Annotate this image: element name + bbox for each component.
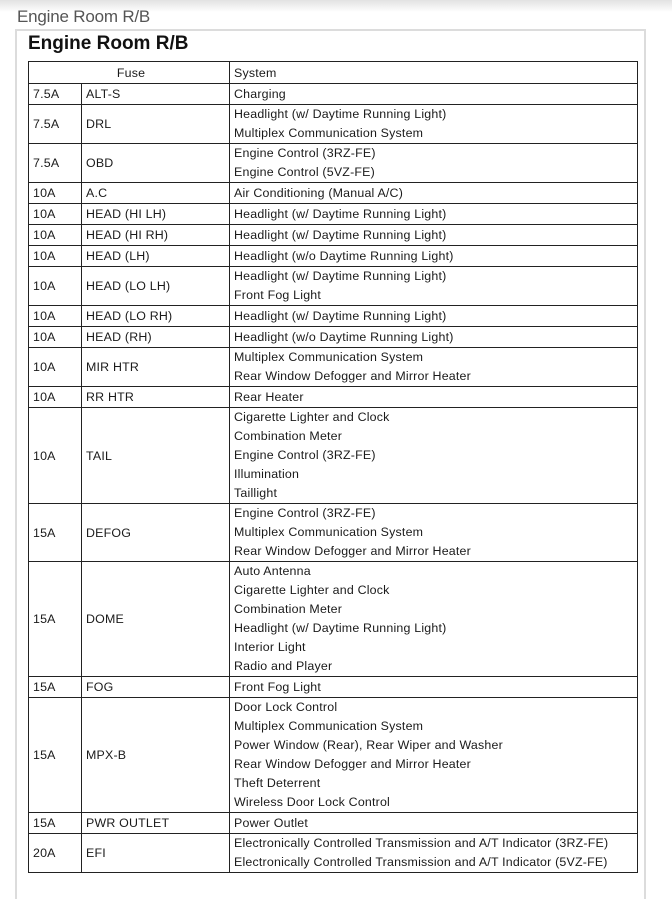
system-item: Front Fog Light	[234, 680, 322, 694]
system-item: Combination Meter	[234, 602, 343, 616]
system-item: Headlight (w/o Daytime Running Light)	[234, 249, 454, 263]
system-item: Cigarette Lighter and Clock	[234, 583, 390, 597]
system-item: Electronically Controlled Transmission and A/T Indicator (5VZ-FE)	[234, 855, 608, 869]
fuse-amperage: 10A	[29, 225, 82, 246]
system-item: Headlight (w/ Daytime Running Light)	[234, 228, 447, 242]
table-row	[29, 105, 638, 144]
fuse-name: PWR OUTLET	[82, 813, 230, 834]
system-item: Headlight (w/ Daytime Running Light)	[234, 207, 447, 221]
fuse-name: A.C	[82, 183, 230, 204]
fuse-systems	[230, 348, 638, 387]
table-row	[29, 267, 638, 306]
fuse-systems	[230, 698, 638, 813]
fuse-name: DEFOG	[82, 504, 230, 562]
fuse-name: EFI	[82, 834, 230, 873]
fuse-systems	[230, 677, 638, 698]
fuse-name: RR HTR	[82, 387, 230, 408]
system-item: Illumination	[234, 467, 300, 481]
fuse-systems	[230, 408, 638, 504]
document-title: Engine Room R/B	[28, 33, 189, 54]
fuse-systems	[230, 183, 638, 204]
fuse-amperage: 20A	[29, 834, 82, 873]
system-item: Headlight (w/ Daytime Running Light)	[234, 621, 447, 635]
fuse-amperage: 7.5A	[29, 105, 82, 144]
fuse-amperage: 15A	[29, 504, 82, 562]
system-item: Wireless Door Lock Control	[234, 795, 391, 809]
system-item: Air Conditioning (Manual A/C)	[234, 186, 404, 200]
fuse-name: MPX-B	[82, 698, 230, 813]
table-header-row	[29, 62, 638, 84]
system-item: Headlight (w/o Daytime Running Light)	[234, 330, 454, 344]
system-item: Engine Control (3RZ-FE)	[234, 448, 376, 462]
fuse-systems	[230, 204, 638, 225]
system-item: Rear Window Defogger and Mirror Heater	[234, 757, 471, 771]
column-header-system: System	[230, 62, 638, 84]
fuse-systems	[230, 267, 638, 306]
system-item: Rear Window Defogger and Mirror Heater	[234, 369, 471, 383]
system-item: Multiplex Communication System	[234, 350, 424, 364]
table-row	[29, 348, 638, 387]
table-row	[29, 204, 638, 225]
fuse-amperage: 7.5A	[29, 84, 82, 105]
fuse-name: DOME	[82, 562, 230, 677]
system-item: Combination Meter	[234, 429, 343, 443]
fuse-amperage: 10A	[29, 327, 82, 348]
fuse-name: HEAD (LH)	[82, 246, 230, 267]
system-item: Engine Control (5VZ-FE)	[234, 165, 375, 179]
fuse-name: FOG	[82, 677, 230, 698]
system-item: Headlight (w/ Daytime Running Light)	[234, 269, 447, 283]
fuse-systems	[230, 834, 638, 873]
table-row	[29, 698, 638, 813]
table-row	[29, 306, 638, 327]
system-item: Radio and Player	[234, 659, 333, 673]
system-item: Door Lock Control	[234, 700, 338, 714]
system-item: Multiplex Communication System	[234, 525, 424, 539]
fuse-name: ALT-S	[82, 84, 230, 105]
fuse-systems	[230, 562, 638, 677]
system-item: Auto Antenna	[234, 564, 311, 578]
fuse-systems	[230, 504, 638, 562]
fuse-name: HEAD (HI LH)	[82, 204, 230, 225]
table-row	[29, 834, 638, 873]
fuse-name: HEAD (LO RH)	[82, 306, 230, 327]
system-item: Cigarette Lighter and Clock	[234, 410, 390, 424]
fuse-systems	[230, 144, 638, 183]
fuse-name: OBD	[82, 144, 230, 183]
fuse-name: MIR HTR	[82, 348, 230, 387]
system-item: Rear Heater	[234, 390, 304, 404]
fuse-amperage: 10A	[29, 183, 82, 204]
fuse-amperage: 10A	[29, 267, 82, 306]
fuse-amperage: 10A	[29, 246, 82, 267]
system-item: Headlight (w/ Daytime Running Light)	[234, 309, 447, 323]
fuse-amperage: 10A	[29, 348, 82, 387]
table-row	[29, 504, 638, 562]
fuse-name: HEAD (RH)	[82, 327, 230, 348]
fuse-systems	[230, 387, 638, 408]
fuse-systems	[230, 327, 638, 348]
fuse-table	[28, 61, 638, 873]
fuse-systems	[230, 246, 638, 267]
fuse-name: HEAD (HI RH)	[82, 225, 230, 246]
fuse-name: DRL	[82, 105, 230, 144]
system-item: Power Window (Rear), Rear Wiper and Washer	[234, 738, 503, 752]
fuse-systems	[230, 813, 638, 834]
fuse-amperage: 10A	[29, 204, 82, 225]
table-row	[29, 562, 638, 677]
system-item: Taillight	[234, 486, 278, 500]
fuse-amperage: 10A	[29, 408, 82, 504]
system-item: Power Outlet	[234, 816, 309, 830]
table-row	[29, 225, 638, 246]
fuse-systems	[230, 105, 638, 144]
fuse-systems	[230, 306, 638, 327]
fuse-amperage: 10A	[29, 387, 82, 408]
system-item: Engine Control (3RZ-FE)	[234, 506, 376, 520]
system-item: Rear Window Defogger and Mirror Heater	[234, 544, 471, 558]
system-item: Theft Deterrent	[234, 776, 321, 790]
fuse-amperage: 15A	[29, 813, 82, 834]
system-item: Engine Control (3RZ-FE)	[234, 146, 376, 160]
table-row	[29, 84, 638, 105]
table-row	[29, 677, 638, 698]
fuse-amperage: 7.5A	[29, 144, 82, 183]
table-row	[29, 813, 638, 834]
fuse-amperage: 15A	[29, 698, 82, 813]
system-item: Front Fog Light	[234, 288, 322, 302]
column-header-fuse: Fuse	[29, 62, 230, 84]
table-row	[29, 246, 638, 267]
table-row	[29, 183, 638, 204]
system-item: Electronically Controlled Transmission and A/T Indicator (3RZ-FE)	[234, 836, 609, 850]
fuse-systems	[230, 225, 638, 246]
fuse-amperage: 15A	[29, 562, 82, 677]
fuse-name: HEAD (LO LH)	[82, 267, 230, 306]
table-row	[29, 144, 638, 183]
page-heading: Engine Room R/B	[17, 7, 151, 26]
fuse-amperage: 15A	[29, 677, 82, 698]
system-item: Multiplex Communication System	[234, 719, 424, 733]
system-item: Multiplex Communication System	[234, 126, 424, 140]
system-item: Headlight (w/ Daytime Running Light)	[234, 107, 447, 121]
table-row	[29, 408, 638, 504]
system-item: Charging	[234, 87, 286, 101]
system-item: Interior Light	[234, 640, 306, 654]
fuse-systems	[230, 84, 638, 105]
fuse-amperage: 10A	[29, 306, 82, 327]
fuse-name: TAIL	[82, 408, 230, 504]
table-row	[29, 387, 638, 408]
table-row	[29, 327, 638, 348]
fuse-table-body	[29, 84, 638, 873]
